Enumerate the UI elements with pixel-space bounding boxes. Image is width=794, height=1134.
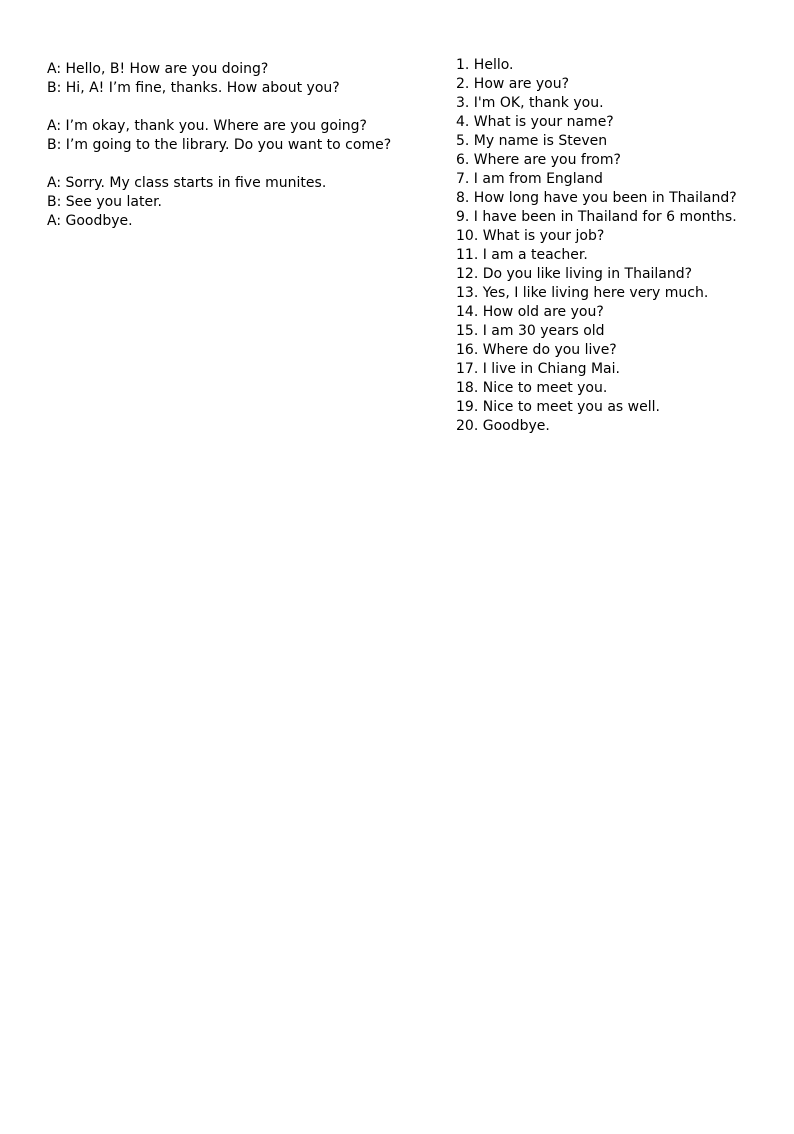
phrase-item: 14. How old are you? <box>456 304 604 320</box>
phrase-item: 5. My name is Steven <box>456 133 608 149</box>
dialogue-stanza <box>47 60 437 98</box>
phrase-item: 4. What is your name? <box>456 114 614 130</box>
phrase-item: 9. I have been in Thailand for 6 months. <box>456 209 737 225</box>
phrase-item: 15. I am 30 years old <box>456 323 605 339</box>
phrase-item: 12. Do you like living in Thailand? <box>456 266 693 282</box>
phrase-item: 20. Goodbye. <box>456 418 550 434</box>
phrase-item: 2. How are you? <box>456 76 570 92</box>
dialogue-line: B: Hi, A! I’m fine, thanks. How about you? <box>47 80 340 96</box>
phrase-item: 19. Nice to meet you as well. <box>456 399 660 415</box>
dialogue-line: A: I’m okay, thank you. Where are you going? <box>47 118 367 134</box>
phrase-item: 18. Nice to meet you. <box>456 380 608 396</box>
phrase-list-column <box>456 56 786 436</box>
phrase-item: 13. Yes, I like living here very much. <box>456 285 709 301</box>
phrase-item: 7. I am from England <box>456 171 603 187</box>
phrase-item: 17. I live in Chiang Mai. <box>456 361 620 377</box>
dialogue-line: A: Hello, B! How are you doing? <box>47 61 269 77</box>
phrase-item: 1. Hello. <box>456 57 514 73</box>
dialogue-stanza <box>47 117 437 155</box>
phrase-item: 10. What is your job? <box>456 228 605 244</box>
phrase-item: 8. How long have you been in Thailand? <box>456 190 737 206</box>
phrase-item: 16. Where do you live? <box>456 342 617 358</box>
dialogue-line: B: I’m going to the library. Do you want to come? <box>47 137 392 153</box>
dialogue-line: A: Goodbye. <box>47 213 133 229</box>
phrase-item: 6. Where are you from? <box>456 152 621 168</box>
dialogue-line: B: See you later. <box>47 194 163 210</box>
dialogue-stanza <box>47 174 437 231</box>
phrase-item: 3. I'm OK, thank you. <box>456 95 604 111</box>
dialogue-line: A: Sorry. My class starts in five munites. <box>47 175 327 191</box>
dialogue-column <box>47 60 437 231</box>
phrase-item: 11. I am a teacher. <box>456 247 588 263</box>
phrase-list <box>456 56 786 436</box>
